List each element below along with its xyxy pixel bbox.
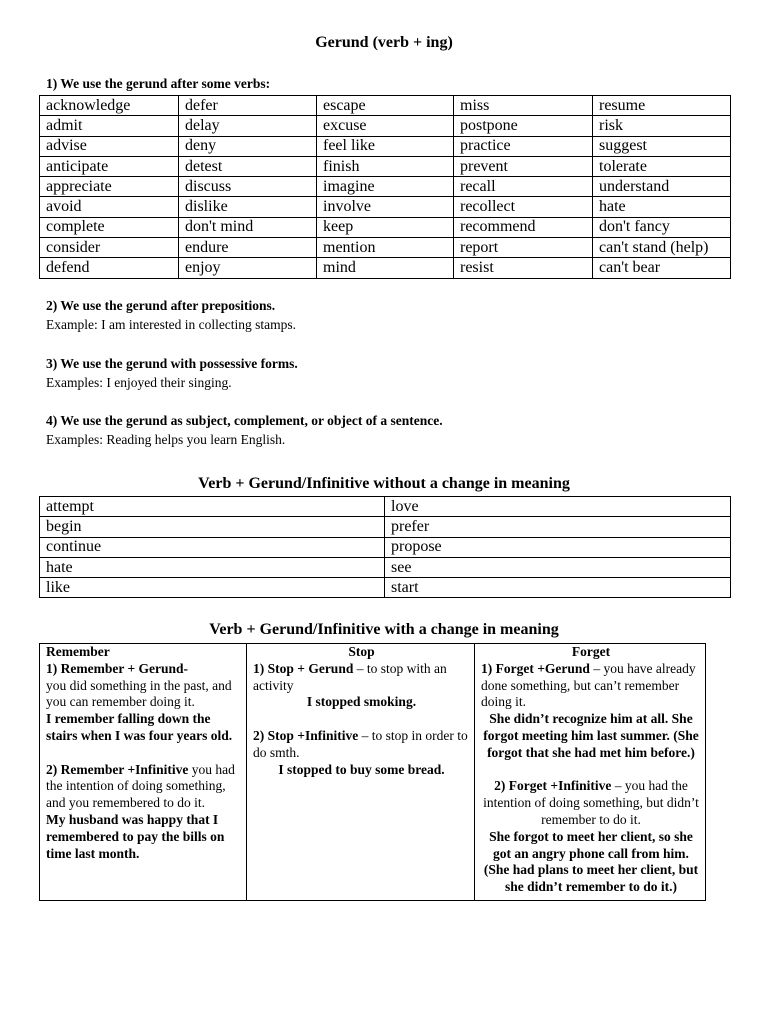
page-title: Gerund (verb + ing) [315, 34, 453, 51]
verb-cell: understand [593, 177, 731, 197]
verb-cell: recall [454, 177, 593, 197]
same-meaning-row [40, 537, 731, 557]
stop-gerund-text: – to stop with an activity [253, 660, 447, 693]
verb-cell: imagine [317, 177, 454, 197]
stop-infinitive-example: I stopped to buy some bread. [278, 761, 445, 777]
verb-cell: anticipate [40, 156, 179, 176]
forget-gerund-example: She didn’t recognize him at all. She forgot meeting him last summer. (She forgot that she had met him before.) [483, 711, 699, 760]
verbs-row [40, 238, 731, 258]
rule-4-example: Examples: Reading helps you learn English. [46, 432, 286, 447]
forget-gerund-text: – you have already done something, but can’t remember doing it. [481, 660, 696, 710]
remember-infinitive-label: 2) Remember +Infinitive [46, 761, 189, 777]
same-meaning-cell: propose [385, 537, 731, 557]
same-meaning-cell: continue [40, 537, 385, 557]
forget-column [475, 644, 706, 901]
same-meaning-cell: hate [40, 557, 385, 577]
verb-cell: excuse [317, 116, 454, 136]
rule-4-heading: 4) We use the gerund as subject, complement, or object of a sentence. [46, 413, 443, 428]
verb-cell: resist [454, 258, 593, 278]
stop-gerund-label: 1) Stop + Gerund [253, 660, 354, 676]
rule-2 [46, 298, 296, 333]
forget-infinitive-text: – you had the intention of doing something, but didn’t remember to do it. [483, 778, 699, 827]
same-meaning-row [40, 578, 731, 598]
verb-cell: appreciate [40, 177, 179, 197]
same-meaning-cell: love [385, 497, 731, 517]
stop-gerund-example: I stopped smoking. [306, 694, 417, 710]
rule-2-example: Example: I am interested in collecting stamps. [46, 317, 297, 332]
verbs-row [40, 197, 731, 217]
verb-cell: finish [317, 156, 454, 176]
forget-infinitive-example: She forgot to meet her client, so she got an angry phone call from him. (She had plans to meet her client, but she didn’t remember to do it.) [483, 828, 699, 895]
verb-cell: keep [317, 217, 454, 237]
verb-cell: involve [317, 197, 454, 217]
stop-infinitive-text: – to stop in order to do smth. [253, 727, 468, 760]
rule-3-heading: 3) We use the gerund with possessive forms. [46, 356, 298, 371]
verb-cell: escape [317, 96, 454, 116]
verbs-row [40, 258, 731, 278]
forget-infinitive-label: 2) Forget +Infinitive [494, 778, 612, 794]
verb-cell: report [454, 238, 593, 258]
remember-gerund-text: you did something in the past, and you can remember doing it. [46, 677, 232, 710]
verb-cell: avoid [40, 197, 179, 217]
rule-3-example: Examples: I enjoyed their singing. [46, 375, 232, 390]
verb-cell: recollect [454, 197, 593, 217]
verb-cell: recommend [454, 217, 593, 237]
verbs-row [40, 156, 731, 176]
same-meaning-cell: attempt [40, 497, 385, 517]
same-meaning-cell: prefer [385, 517, 731, 537]
verb-cell: deny [179, 136, 317, 156]
verbs-row [40, 217, 731, 237]
stop-column [247, 644, 475, 901]
same-meaning-row [40, 497, 731, 517]
stop-infinitive-label: 2) Stop +Infinitive [253, 727, 359, 743]
change-meaning-table [39, 643, 706, 901]
verb-cell: mention [317, 238, 454, 258]
forget-gerund-label: 1) Forget +Gerund [481, 660, 590, 676]
gerund-verbs-table [39, 95, 731, 279]
verb-cell: can't stand (help) [593, 238, 731, 258]
verb-cell: delay [179, 116, 317, 136]
verb-cell: enjoy [179, 258, 317, 278]
verb-cell: suggest [593, 136, 731, 156]
rule-2-heading: 2) We use the gerund after prepositions. [46, 298, 276, 313]
verbs-row [40, 136, 731, 156]
verb-cell: mind [317, 258, 454, 278]
verb-cell: don't fancy [593, 217, 731, 237]
remember-infinitive-text: you had the intention of doing something, and you remembered to do it. [46, 761, 235, 811]
verb-cell: miss [454, 96, 593, 116]
verb-cell: risk [593, 116, 731, 136]
verb-cell: prevent [454, 156, 593, 176]
verb-cell: don't mind [179, 217, 317, 237]
section-heading-verbs: 1) We use the gerund after some verbs: [46, 76, 271, 91]
verbs-row [40, 116, 731, 136]
same-meaning-cell: begin [40, 517, 385, 537]
remember-infinitive-example: My husband was happy that I remembered to pay the bills on time last month. [46, 811, 225, 861]
verb-cell: detest [179, 156, 317, 176]
verb-cell: tolerate [593, 156, 731, 176]
verb-cell: defer [179, 96, 317, 116]
remember-title: Remember [46, 644, 110, 659]
verb-cell: acknowledge [40, 96, 179, 116]
verb-cell: practice [454, 136, 593, 156]
same-meaning-table [39, 496, 731, 598]
verb-cell: endure [179, 238, 317, 258]
verb-cell: resume [593, 96, 731, 116]
forget-title: Forget [571, 644, 611, 659]
remember-gerund-example: I remember falling down the stairs when I was four years old. [46, 711, 233, 743]
verbs-row [40, 177, 731, 197]
same-meaning-row [40, 557, 731, 577]
remember-gerund-label: 1) Remember + Gerund- [46, 660, 189, 676]
verb-cell: admit [40, 116, 179, 136]
same-meaning-row [40, 517, 731, 537]
change-meaning-heading: Verb + Gerund/Infinitive with a change in meaning [209, 621, 559, 638]
remember-column [40, 644, 247, 901]
same-meaning-cell: start [385, 578, 731, 598]
same-meaning-cell: see [385, 557, 731, 577]
same-meaning-heading: Verb + Gerund/Infinitive without a change in meaning [198, 475, 570, 492]
verb-cell: complete [40, 217, 179, 237]
verb-cell: can't bear [593, 258, 731, 278]
verb-cell: feel like [317, 136, 454, 156]
verbs-row [40, 96, 731, 116]
rule-3 [46, 356, 298, 391]
verb-cell: dislike [179, 197, 317, 217]
verb-cell: advise [40, 136, 179, 156]
stop-title: Stop [348, 644, 375, 659]
verb-cell: discuss [179, 177, 317, 197]
rule-4 [46, 413, 443, 448]
verb-cell: postpone [454, 116, 593, 136]
verb-cell: hate [593, 197, 731, 217]
verb-cell: consider [40, 238, 179, 258]
verb-cell: defend [40, 258, 179, 278]
same-meaning-cell: like [40, 578, 385, 598]
